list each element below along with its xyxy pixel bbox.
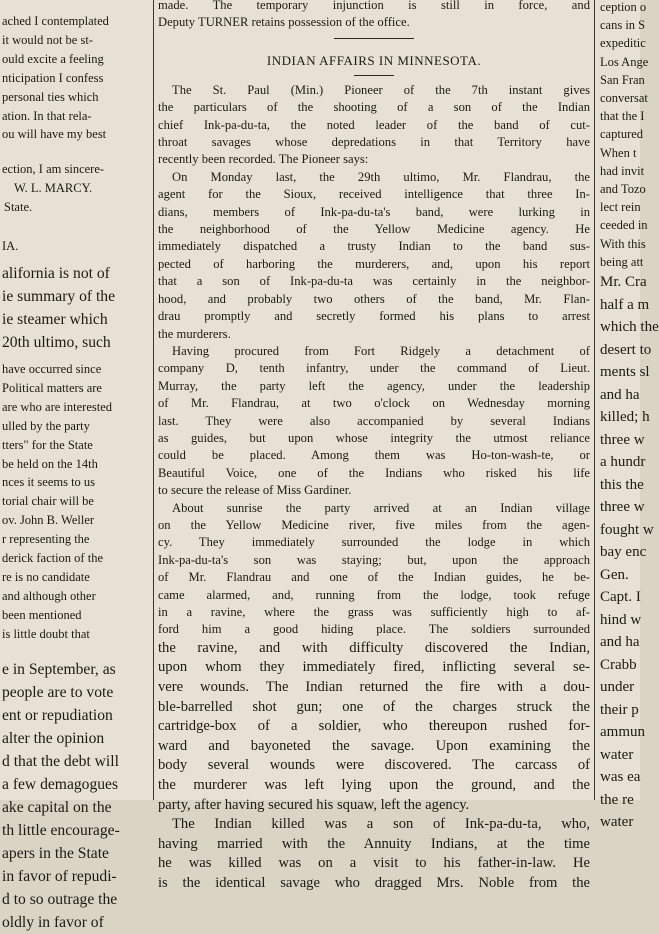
text-line: cartridge-box of a soldier, who thereupon rushed for- — [158, 718, 590, 735]
text-line: r representing the — [2, 532, 90, 547]
column-rule-right — [594, 0, 595, 800]
text-line: is little doubt that — [2, 626, 90, 641]
text-line: nces it seems to us — [2, 475, 96, 490]
text-line: e in September, as — [2, 660, 116, 678]
text-line: th little encourage- — [2, 821, 120, 839]
text-line: desert to — [600, 341, 652, 358]
text-line: ulled by the party — [2, 418, 90, 433]
text-line: was ea — [600, 769, 641, 786]
text-line: ent or repudiation — [2, 706, 113, 724]
left-column — [0, 0, 150, 931]
text-line: The Indian killed was a son of Ink-pa-du-ta, who, — [172, 816, 590, 833]
text-line: 20th ultimo, such — [2, 333, 111, 351]
text-line: ation. In that rela- — [2, 108, 92, 123]
text-line: d that the debt will — [2, 752, 119, 770]
left-block-5 — [0, 658, 150, 934]
text-line: the particulars of the shooting of a son of the Indian — [158, 100, 590, 115]
text-line: alter the opinion — [2, 729, 105, 747]
text-line: conversat — [600, 91, 648, 106]
text-line: half a m — [600, 296, 650, 313]
text-line: With this — [600, 236, 646, 251]
right-block-1 — [598, 0, 649, 271]
text-line: having married with the Annuity Indians, at the time — [158, 835, 590, 852]
text-line: upon whom they immediately fired, inflicting several se- — [158, 659, 590, 676]
article-headline: INDIAN AFFAIRS IN MINNESOTA. — [266, 52, 482, 68]
text-line: ould excite a feeling — [2, 51, 104, 66]
text-line: The St. Paul (Min.) Pioneer of the 7th instant gives — [172, 82, 590, 97]
text-line: throat savages whose depredations in that Territory have — [158, 135, 590, 150]
text-line: people are to vote — [2, 683, 114, 701]
text-line: and ha — [600, 634, 640, 651]
text-line: Gen. — [600, 566, 629, 583]
text-line: the neighborhood of the Yellow Medicine agency. He — [158, 222, 590, 237]
middle-column — [158, 0, 590, 891]
article-para-4 — [158, 500, 590, 639]
text-line: the murderers. — [158, 326, 231, 341]
text-line: of Mr. Flandrau, at two o'clock on Wednesday morning — [158, 396, 590, 411]
text-line: vere wounds. The Indian returned the fire with a dou- — [158, 679, 590, 695]
section-heading: IA. — [2, 239, 19, 254]
text-line: is the identical savage who dragged Mrs. Noble from the — [158, 874, 590, 891]
text-line: dians, members of Ink-pa-du-ta's band, were lurking in — [158, 204, 590, 219]
text-line: company D, tenth infantry, under the command of Lieut. — [158, 361, 590, 376]
text-line: Having procured from Fort Ridgely a detachment of — [172, 343, 590, 358]
text-line: ments sl — [600, 364, 650, 381]
signature-line: W. L. MARCY. — [14, 181, 93, 196]
text-line: recently been recorded. The Pioneer says: — [158, 152, 369, 167]
text-line: pected of harboring the murderers, and, upon his report — [158, 256, 590, 271]
text-line: Ink-pa-du-ta's son was staying; but, upon the approach — [158, 552, 590, 567]
text-line: re is no candidate — [2, 569, 90, 584]
text-line: and ha — [600, 386, 640, 403]
text-line: of Mr. Flandrau and one of the Indian guides, he be- — [158, 570, 590, 585]
left-block-4 — [0, 360, 150, 644]
text-line: expeditic — [600, 36, 646, 51]
column-rule-left — [153, 0, 154, 800]
text-line: When t — [600, 145, 637, 160]
text-line: in a ravine, where the grass was sufficiently high to af- — [158, 605, 590, 619]
text-line: be held on the 14th — [2, 456, 98, 471]
text-line: hood, and probably two others of the band, Mr. Flan- — [158, 291, 590, 306]
text-line: that the I — [600, 109, 645, 124]
text-line: being att — [600, 254, 644, 269]
text-line: ie summary of the — [2, 287, 116, 305]
text-line: torial chair will be — [2, 494, 94, 509]
article-para-4-cont — [158, 639, 590, 815]
text-line: Deputy TURNER retains possession of the office. — [158, 15, 410, 30]
text-line: under — [600, 679, 635, 696]
text-line: captured — [600, 127, 644, 142]
text-line: immediately dispatched a trusty Indian to the band sus- — [158, 239, 590, 254]
text-line: last. They were also accompanied by several Indians — [158, 413, 590, 428]
text-line: have occurred since — [2, 361, 102, 376]
text-line: ward and bayoneted the savage. Upon examining the — [158, 737, 590, 754]
text-line: three w — [600, 431, 645, 448]
text-line: Crabb — [600, 656, 637, 673]
text-line: and although other — [2, 588, 96, 603]
article-para-3 — [158, 343, 590, 500]
text-line: ie steamer which — [2, 310, 108, 328]
text-line: party, after having secured his squaw, left the agency. — [158, 796, 470, 813]
text-line: had invit — [600, 163, 645, 178]
text-line: water — [600, 746, 634, 763]
text-line: derick faction of the — [2, 551, 103, 566]
text-line: came alarmed, and, running from the lodge, took refuge — [158, 587, 590, 602]
text-line: ble-barrelled shot gun; one of the charges struck the — [158, 698, 590, 715]
text-line: are who are interested — [2, 399, 113, 414]
text-line: ception o — [600, 0, 647, 14]
text-line: on the Yellow Medicine river, five miles from the agen- — [158, 517, 590, 532]
text-line: made. The temporary injunction is still in force, and — [158, 0, 590, 12]
text-line: a few demagogues — [2, 775, 119, 793]
text-line: this the — [600, 476, 644, 493]
text-line: their p — [600, 701, 639, 718]
text-line: as guides, but upon whose integrity the utmost reliance — [158, 430, 590, 445]
text-line: tters" for the State — [2, 437, 93, 452]
text-line: lect rein — [600, 200, 641, 215]
text-line: ammun — [600, 724, 645, 741]
text-line: nticipation I confess — [2, 70, 104, 85]
text-line: alifornia is not of — [2, 264, 110, 282]
text-line: the re — [600, 791, 634, 808]
text-line: cans in S — [600, 18, 646, 33]
text-line: in favor of repudi- — [2, 867, 117, 885]
text-line: Capt. I — [600, 589, 641, 606]
text-line: d to so outrage the — [2, 890, 118, 908]
text-line: that a son of Ink-pa-du-ta was certainly in the neighbor- — [158, 274, 590, 289]
text-line: the ravine, and with difficulty discovered the Indian, — [158, 639, 590, 656]
text-line: to secure the release of Miss Gardiner. — [158, 483, 352, 498]
text-line: been mentioned — [2, 607, 82, 622]
text-line: oldly in favor of — [2, 913, 104, 931]
text-line: ached I contemplated — [2, 14, 109, 28]
left-block-2 — [0, 160, 150, 217]
top-continuation — [158, 0, 590, 32]
text-line: three w — [600, 499, 645, 516]
text-line: ou will have my best — [2, 127, 107, 142]
text-line: cy. They immediately surrounded the lodge in which — [158, 535, 590, 550]
left-block-3 — [0, 262, 150, 354]
text-line: Political matters are — [2, 380, 102, 395]
text-line: ceeded in — [600, 218, 648, 233]
text-line: Mr. Cra — [600, 274, 647, 291]
text-line: Los Ange — [600, 54, 649, 69]
separator-rule — [334, 38, 414, 39]
text-line: ake capital on the — [2, 798, 112, 816]
text-line: which the — [600, 319, 659, 336]
text-line: water — [600, 814, 634, 831]
left-block-1 — [0, 12, 150, 144]
text-line: personal ties which — [2, 89, 99, 104]
text-line: chief Ink-pa-du-ta, the noted leader of the band of cut- — [158, 117, 590, 132]
text-line: drau promptly and secretly formed his plans to arrest — [158, 309, 590, 324]
text-line: San Fran — [600, 72, 645, 87]
text-line: fought w — [600, 521, 654, 538]
text-line: On Monday last, the 29th ultimo, Mr. Flandrau, the — [172, 169, 590, 184]
text-line: could be placed. Among them was Ho-ton-wash-te, or — [158, 448, 590, 463]
text-line: bay enc — [600, 544, 647, 561]
text-line: About sunrise the party arrived at an Indian village — [172, 500, 590, 515]
text-line: agent for the Sioux, received intelligence that three In- — [158, 187, 590, 202]
text-line: a hundr — [600, 454, 646, 471]
article-para-5 — [158, 815, 590, 893]
text-line: it would not be st- — [2, 32, 93, 47]
headline-rule — [354, 75, 394, 76]
text-line: Murray, the party left the agency, under the leadership — [158, 378, 590, 393]
text-line: and Tozo — [600, 182, 646, 197]
right-block-2 — [598, 271, 659, 834]
right-column — [598, 0, 659, 831]
text-line: apers in the State — [2, 844, 109, 862]
text-line: ford him a good hiding place. The soldiers surrounded — [158, 622, 590, 637]
text-line: State. — [4, 200, 33, 215]
text-line: Beautiful Voice, one of the Indians who risked his life — [158, 465, 590, 480]
text-line: ection, I am sincere- — [2, 162, 105, 177]
left-heading — [0, 237, 150, 256]
text-line: hind w — [600, 611, 642, 628]
text-line: ov. John B. Weller — [2, 513, 95, 528]
text-line: body several wounds were discovered. The carcass of — [158, 757, 590, 774]
article-para-1 — [158, 82, 590, 169]
text-line: he was killed was on a visit to his father-in-law. He — [158, 855, 590, 872]
text-line: the murderer was left lying upon the ground, and the — [158, 776, 590, 793]
article-para-2 — [158, 169, 590, 343]
text-line: killed; h — [600, 409, 650, 426]
